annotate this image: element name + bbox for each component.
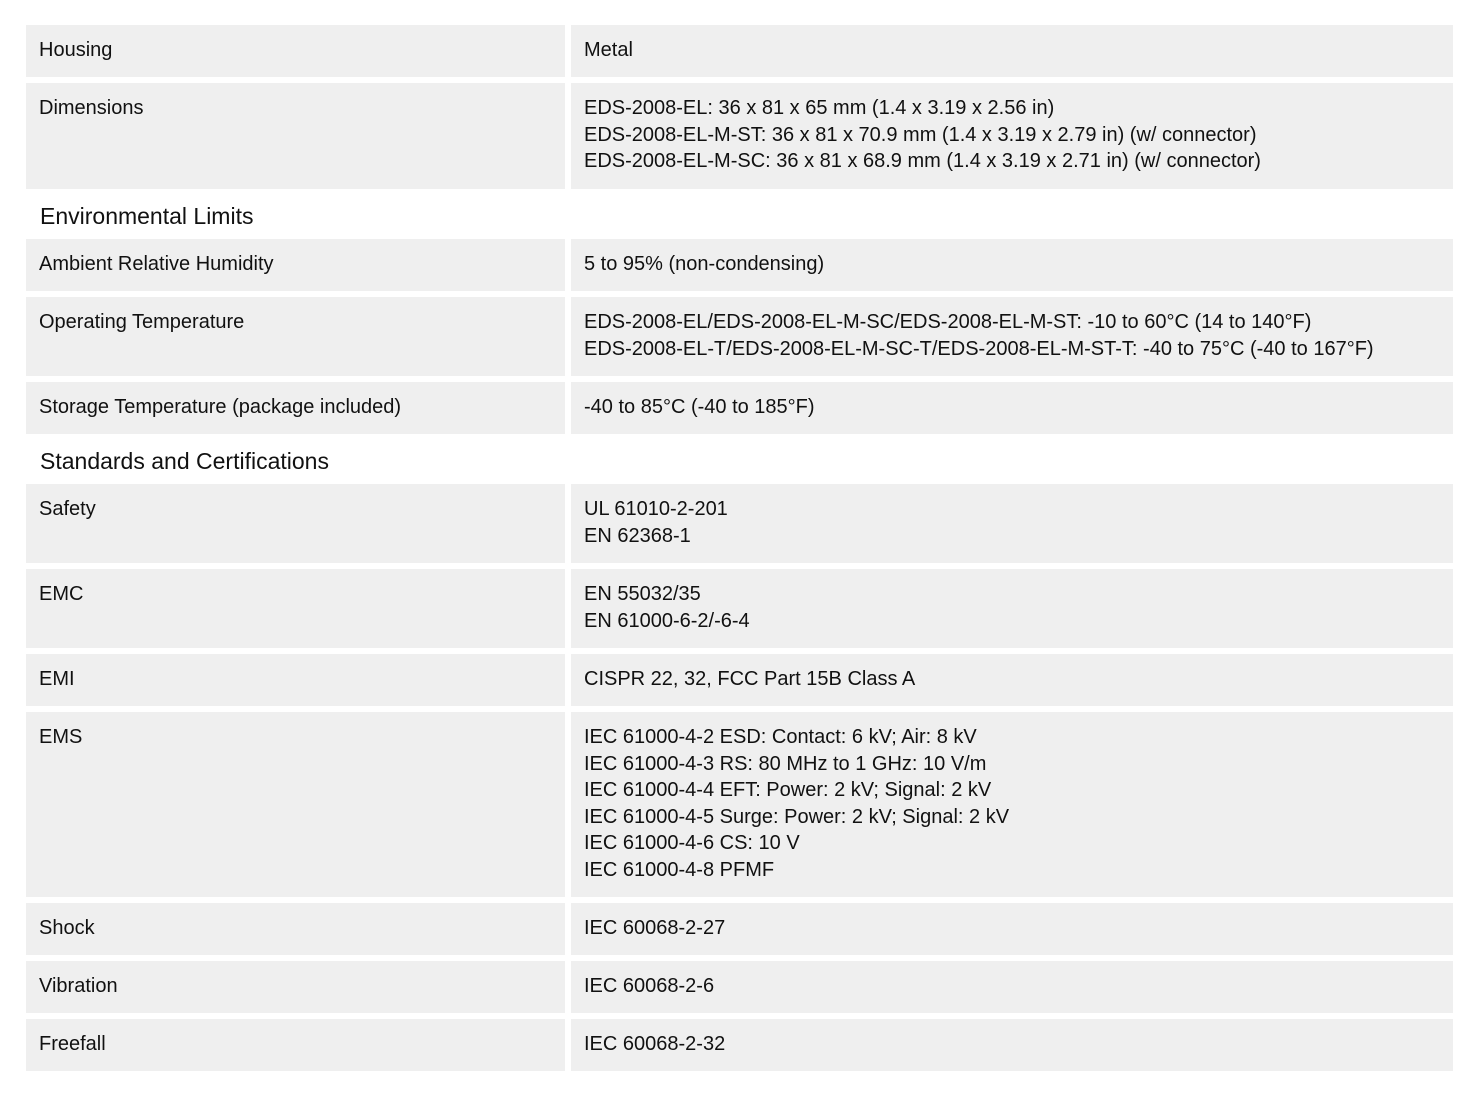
spec-value [571, 1019, 1453, 1071]
spec-label: Dimensions [26, 83, 565, 189]
spec-label: Safety [26, 484, 565, 563]
spec-label: Vibration [26, 961, 565, 1013]
spec-value [571, 239, 1453, 291]
spec-table [26, 25, 1453, 1077]
spec-value [571, 484, 1453, 563]
spec-value-line: EDS-2008-EL: 36 x 81 x 65 mm (1.4 x 3.19 x 2.56 in) [584, 97, 1055, 119]
spec-value-line: IEC 61000-4-6 CS: 10 V [584, 832, 800, 854]
spec-label: EMC [26, 569, 565, 648]
spec-group-standards-and-certifications [26, 434, 1453, 1071]
spec-row-dimensions [26, 83, 1453, 189]
spec-value-line: 5 to 95% (non-condensing) [584, 253, 825, 275]
section-heading: Environmental Limits [40, 203, 254, 229]
spec-value-line: EN 61000-6-2/-6-4 [584, 609, 750, 632]
spec-row-shock [26, 903, 1453, 955]
section-heading: Standards and Certifications [40, 448, 329, 474]
spec-value-line: EDS-2008-EL-T/EDS-2008-EL-M-SC-T/EDS-2008-EL-M-ST-T: -40 to 75°C (-40 to 167°F) [584, 337, 1374, 360]
spec-value-line: IEC 60068-2-27 [584, 917, 726, 939]
spec-group-environmental-limits [26, 189, 1453, 434]
spec-value-line: IEC 61000-4-2 ESD: Contact: 6 kV; Air: 8 kV [584, 726, 977, 748]
spec-label: Ambient Relative Humidity [26, 239, 565, 291]
spec-value-line: EDS-2008-EL-M-ST: 36 x 81 x 70.9 mm (1.4 x 3.19 x 2.79 in) (w/ connector) [584, 123, 1257, 146]
spec-value [571, 654, 1453, 706]
spec-row-safety [26, 484, 1453, 563]
spec-value-line: IEC 61000-4-5 Surge: Power: 2 kV; Signal: 2 kV [584, 805, 1010, 828]
spec-value-line: IEC 60068-2-6 [584, 975, 715, 997]
spec-value-line: EDS-2008-EL-M-SC: 36 x 81 x 68.9 mm (1.4 x 3.19 x 2.71 in) (w/ connector) [584, 150, 1261, 172]
spec-row-ems [26, 712, 1453, 897]
spec-value [571, 903, 1453, 955]
spec-value-line: IEC 60068-2-32 [584, 1033, 726, 1055]
spec-value-line: IEC 61000-4-4 EFT: Power: 2 kV; Signal: 2 kV [584, 779, 992, 801]
spec-value-line: EDS-2008-EL/EDS-2008-EL-M-SC/EDS-2008-EL-M-ST: -10 to 60°C (14 to 140°F) [584, 311, 1312, 333]
spec-group [26, 25, 1453, 189]
spec-value-line: EN 62368-1 [584, 524, 691, 547]
spec-value-line: -40 to 85°C (-40 to 185°F) [584, 396, 815, 418]
spec-label: Storage Temperature (package included) [26, 382, 565, 434]
spec-label: EMI [26, 654, 565, 706]
spec-value [571, 382, 1453, 434]
spec-value [571, 83, 1453, 189]
spec-label: Operating Temperature [26, 297, 565, 376]
spec-label: Housing [26, 25, 565, 77]
spec-row-housing [26, 25, 1453, 77]
spec-value-line: EN 55032/35 [584, 583, 701, 605]
spec-row-emi [26, 654, 1453, 706]
spec-value [571, 712, 1453, 897]
spec-row-storage-temperature-package-included [26, 382, 1453, 434]
spec-value [571, 25, 1453, 77]
spec-row-operating-temperature [26, 297, 1453, 376]
spec-row-freefall [26, 1019, 1453, 1071]
spec-value-line: CISPR 22, 32, FCC Part 15B Class A [584, 668, 916, 690]
spec-label: Freefall [26, 1019, 565, 1071]
spec-label: EMS [26, 712, 565, 897]
spec-row-ambient-relative-humidity [26, 239, 1453, 291]
spec-row-vibration [26, 961, 1453, 1013]
spec-value-line: IEC 61000-4-3 RS: 80 MHz to 1 GHz: 10 V/m [584, 752, 987, 775]
spec-value [571, 569, 1453, 648]
spec-value-line: Metal [584, 39, 633, 61]
spec-label: Shock [26, 903, 565, 955]
spec-value [571, 961, 1453, 1013]
spec-value-line: UL 61010-2-201 [584, 498, 728, 520]
spec-row-emc [26, 569, 1453, 648]
spec-value-line: IEC 61000-4-8 PFMF [584, 858, 775, 881]
spec-value [571, 297, 1453, 376]
